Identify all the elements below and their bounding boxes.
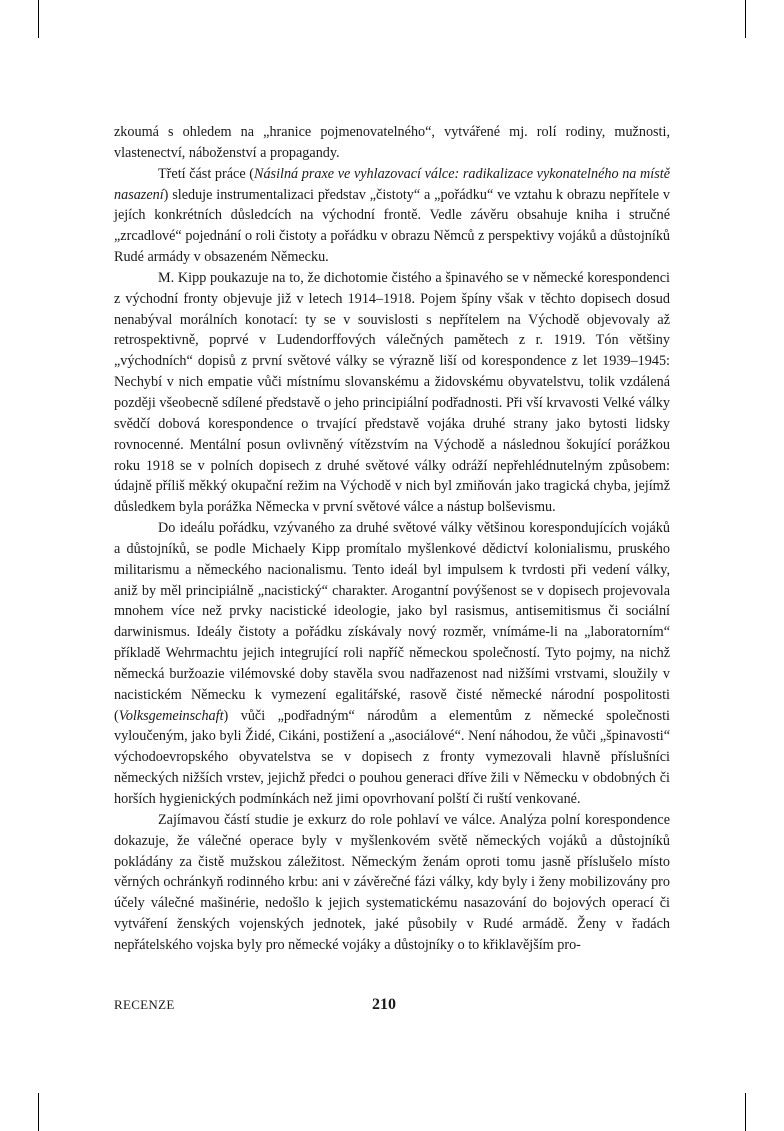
crop-mark-bottom-right bbox=[745, 1093, 746, 1131]
text-run: ) vůči „podřadným“ národům a elementům z německé společnosti vyloučeným, jako byli Židé, Cikáni, postižení a „asociálové“. Není náhodou, že vůči „špinavosti“ východoevropského obyvatelstva se v dopisech z fronty vymezovali hlavně příslušníci německých nižších vrstev, jejichž předci o pouhou generaci dříve žili v Německu v obdobných či horších hygienických podmínkách než jimi opovrhovaní polští či ruští venkované. bbox=[114, 707, 670, 807]
paragraph bbox=[114, 268, 670, 518]
body-text bbox=[114, 122, 670, 956]
italic-run: Násilná praxe ve vyhlazovací válce: radikalizace vykonatelného na místě nasazení bbox=[114, 165, 670, 203]
text-run: zkoumá s ohledem na „hranice pojmenovatelného“, vytvářené mj. rolí rodiny, mužnosti, vlastenectví, náboženství a propagandy. bbox=[114, 124, 670, 161]
crop-mark-top-left bbox=[38, 0, 39, 38]
italic-run: Volksgemeinschaft bbox=[118, 707, 224, 724]
text-run: M. Kipp poukazuje na to, že dichotomie čistého a špinavého se v německé korespondenci z východní fronty objevuje již v letech 1914–1918. Pojem špíny však v těchto dopisech dosud nenabýval morálních konotací: ty se v souvislosti s nepřítelem na Východě objevovaly až retrospektivně, poprvé v Ludendorffových válečných pamětech z r. 1919. Tón většiny „východních“ dopisů z první světové války se výrazně liší od korespondence z let 1939–1945: Nechybí v nich empatie vůči místnímu slovanskému a židovskému obyvatelstvu, tolik vzdálená později všeobecně sdílené představě o jeho principiální podřadnosti. Při vší krvavosti Velké války svědčí dobová korespondence o trvající představě vojáka druhé strany jako bytosti lidsky rovnocenné. Mentální posun ovlivněný vítězstvím na Východě a následnou šokující porážkou roku 1918 se v polních dopisech z druhé světové války odráží nepřehlédnutelným způsobem: údajně příliš měkký okupační režim na Východě v nich byl zmiňován jako tragická chyba, jejímž důsledkem byla porážka Německa v první světové válce a nástup bolševismu. bbox=[114, 269, 670, 516]
paragraph bbox=[114, 810, 670, 956]
text-run: ) sleduje instrumentalizaci představ „čistoty“ a „pořádku“ ve vztahu k obrazu nepřítele v jejích konkrétních důsledcích na východní frontě. Vedle závěru obsahuje kniha i stručné „zrcadlové“ pojednání o roli čistoty a pořádku v obrazu Němců z perspektivy vojáků a důstojníků Rudé armády v obsazeném Německu. bbox=[114, 186, 670, 266]
paragraph bbox=[114, 122, 670, 164]
crop-mark-bottom-left bbox=[38, 1093, 39, 1131]
text-run: Třetí část práce ( bbox=[158, 165, 254, 182]
crop-mark-top-right bbox=[745, 0, 746, 38]
text-run: Do ideálu pořádku, vzývaného za druhé světové války většinou korespondujících vojáků a důstojníků, se podle Michaely Kipp promítalo myšlenkové dědictví kolonialismu, pruského militarismu a německého nacionalismu. Tento ideál byl impulsem k tvrdosti při vedení války, aniž by měl principiálně „nacistický“ charakter. Arogantní povýšenost se v dopisech projevovala mnohem více než prvky nacistické ideologie, jako byl rasismus, antisemitismus či sociální darwinismus. Ideály čistoty a pořádku získávaly nový rozměr, vnímáme-li na „laboratorním“ příkladě Wehrmachtu jejich integrující roli napříč německou společností. Tyto pojmy, na nichž německá buržoazie vilémovské doby stavěla svou nadřazenost nad nižšími vrstvami, sloužily v nacistickém Německu k vymezení egalitářské, rasově čisté německé národní pospolitosti ( bbox=[114, 520, 670, 724]
section-label: RECENZE bbox=[114, 997, 175, 1012]
text-run: Zajímavou částí studie je exkurz do role pohlaví ve válce. Analýza polní korespondence dokazuje, že válečné operace byly v myšlenkovém světě německých vojáků a důstojníků pokládány za čistě mužskou záležitost. Německým ženám oproti tomu jasně příslušelo místo věrných ochránkyň rodinného krbu: ani v závěrečné fázi války, kdy byly i ženy mobilizovány pro účely válečné mašinérie, nedošlo k jejich systematickému nasazování do bojových operací či vytváření ženských vojenských jednotek, jaké působily v Rudé armádě. Ženy v řadách nepřátelského vojska byly pro německé vojáky a důstojníky o to křiklavějším pro- bbox=[114, 811, 670, 953]
paragraph bbox=[114, 518, 670, 810]
page-number: 210 bbox=[372, 996, 396, 1013]
paragraph bbox=[114, 164, 670, 268]
